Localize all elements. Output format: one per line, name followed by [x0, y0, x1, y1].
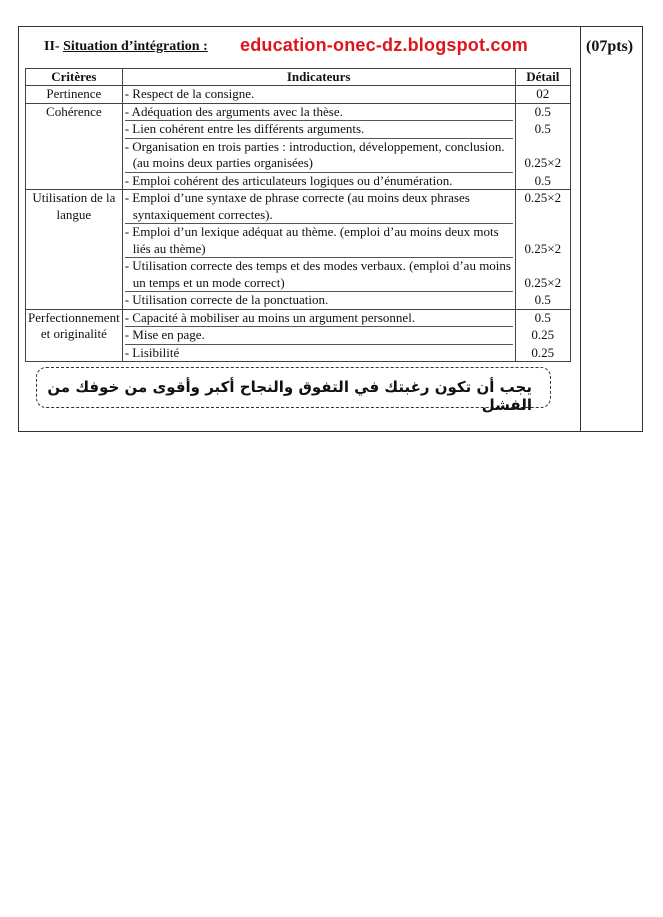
table-header-row: [26, 69, 571, 86]
detail-value: 0.25×2: [524, 155, 562, 170]
criterion-cell: Utilisation de la langue: [26, 190, 123, 310]
indicators-cell: [122, 309, 515, 362]
indicator-item: - Emploi cohérent des articulateurs logiques ou d’énumération.: [125, 172, 513, 190]
indicators-cell: [122, 103, 515, 190]
watermark-url: education-onec-dz.blogspot.com: [240, 35, 528, 55]
indicator-item: - Organisation en trois parties : introduction, développement, conclusion. (au moins deux parties organisées): [125, 138, 513, 172]
section-heading: [44, 39, 208, 55]
indicator-item: - Lisibilité: [125, 344, 513, 362]
motto-text: يجب أن تكون رغبتك في التفوق والنجاح أكبر وأقوى من خوفك من الفشل: [47, 378, 532, 414]
indicator-item: - Mise en page.: [125, 326, 513, 344]
detail-cell: [515, 103, 570, 190]
table-row: [26, 86, 571, 104]
detail-value: 0.25: [531, 344, 555, 360]
detail-cell: [515, 86, 570, 104]
criterion-cell: Perfectionnement et originalité: [26, 309, 123, 362]
indicators-cell: [122, 190, 515, 310]
detail-value: 0.5: [534, 309, 551, 325]
detail-value: 0.25×2: [524, 274, 562, 290]
indicator-item: - Lien cohérent entre les différents arguments.: [125, 120, 513, 138]
detail-value: 0.5: [534, 121, 551, 136]
indicator-item: - Utilisation correcte des temps et des modes verbaux. (emploi d’au moins un temps et un mode correct): [124, 258, 511, 290]
motto-box: [36, 367, 551, 414]
table-row: [26, 190, 571, 310]
points-column-divider: [580, 26, 581, 432]
detail-value: 0.5: [534, 103, 551, 119]
indicator-item: - Adéquation des arguments avec la thèse.: [124, 103, 343, 119]
detail-cell: [515, 190, 570, 310]
indicators-cell: [122, 86, 515, 104]
column-header-detail: Détail: [515, 69, 570, 86]
table-row: [26, 309, 571, 362]
table-row: [26, 103, 571, 190]
detail-value: 0.5: [534, 172, 551, 188]
detail-value: 02: [536, 86, 550, 101]
section-title: Situation d’intégration :: [63, 39, 208, 54]
grading-table: [25, 68, 571, 362]
indicator-item: - Capacité à mobiliser au moins un argument personnel.: [124, 309, 416, 325]
indicator-item: - Utilisation correcte de la ponctuation.: [125, 291, 513, 309]
column-header-criteria: Critères: [26, 69, 123, 86]
points-total: (07pts): [586, 38, 634, 55]
criterion-cell: Cohérence: [26, 103, 123, 190]
indicator-item: - Emploi d’une syntaxe de phrase correcte (au moins deux phrases syntaxiquement correctes).: [124, 190, 470, 222]
detail-value: 0.25×2: [524, 240, 562, 256]
detail-value: 0.25: [531, 327, 555, 342]
criterion-cell: Pertinence: [26, 86, 123, 104]
indicator-item: - Respect de la consigne.: [124, 86, 255, 101]
indicator-item: - Emploi d’un lexique adéquat au thème. (emploi d’au moins deux mots liés au thème): [125, 223, 513, 257]
column-header-indicators: Indicateurs: [122, 69, 515, 86]
detail-cell: [515, 309, 570, 362]
detail-value: 0.25×2: [524, 190, 562, 205]
section-number: II-: [44, 39, 60, 54]
detail-value: 0.5: [534, 292, 551, 307]
